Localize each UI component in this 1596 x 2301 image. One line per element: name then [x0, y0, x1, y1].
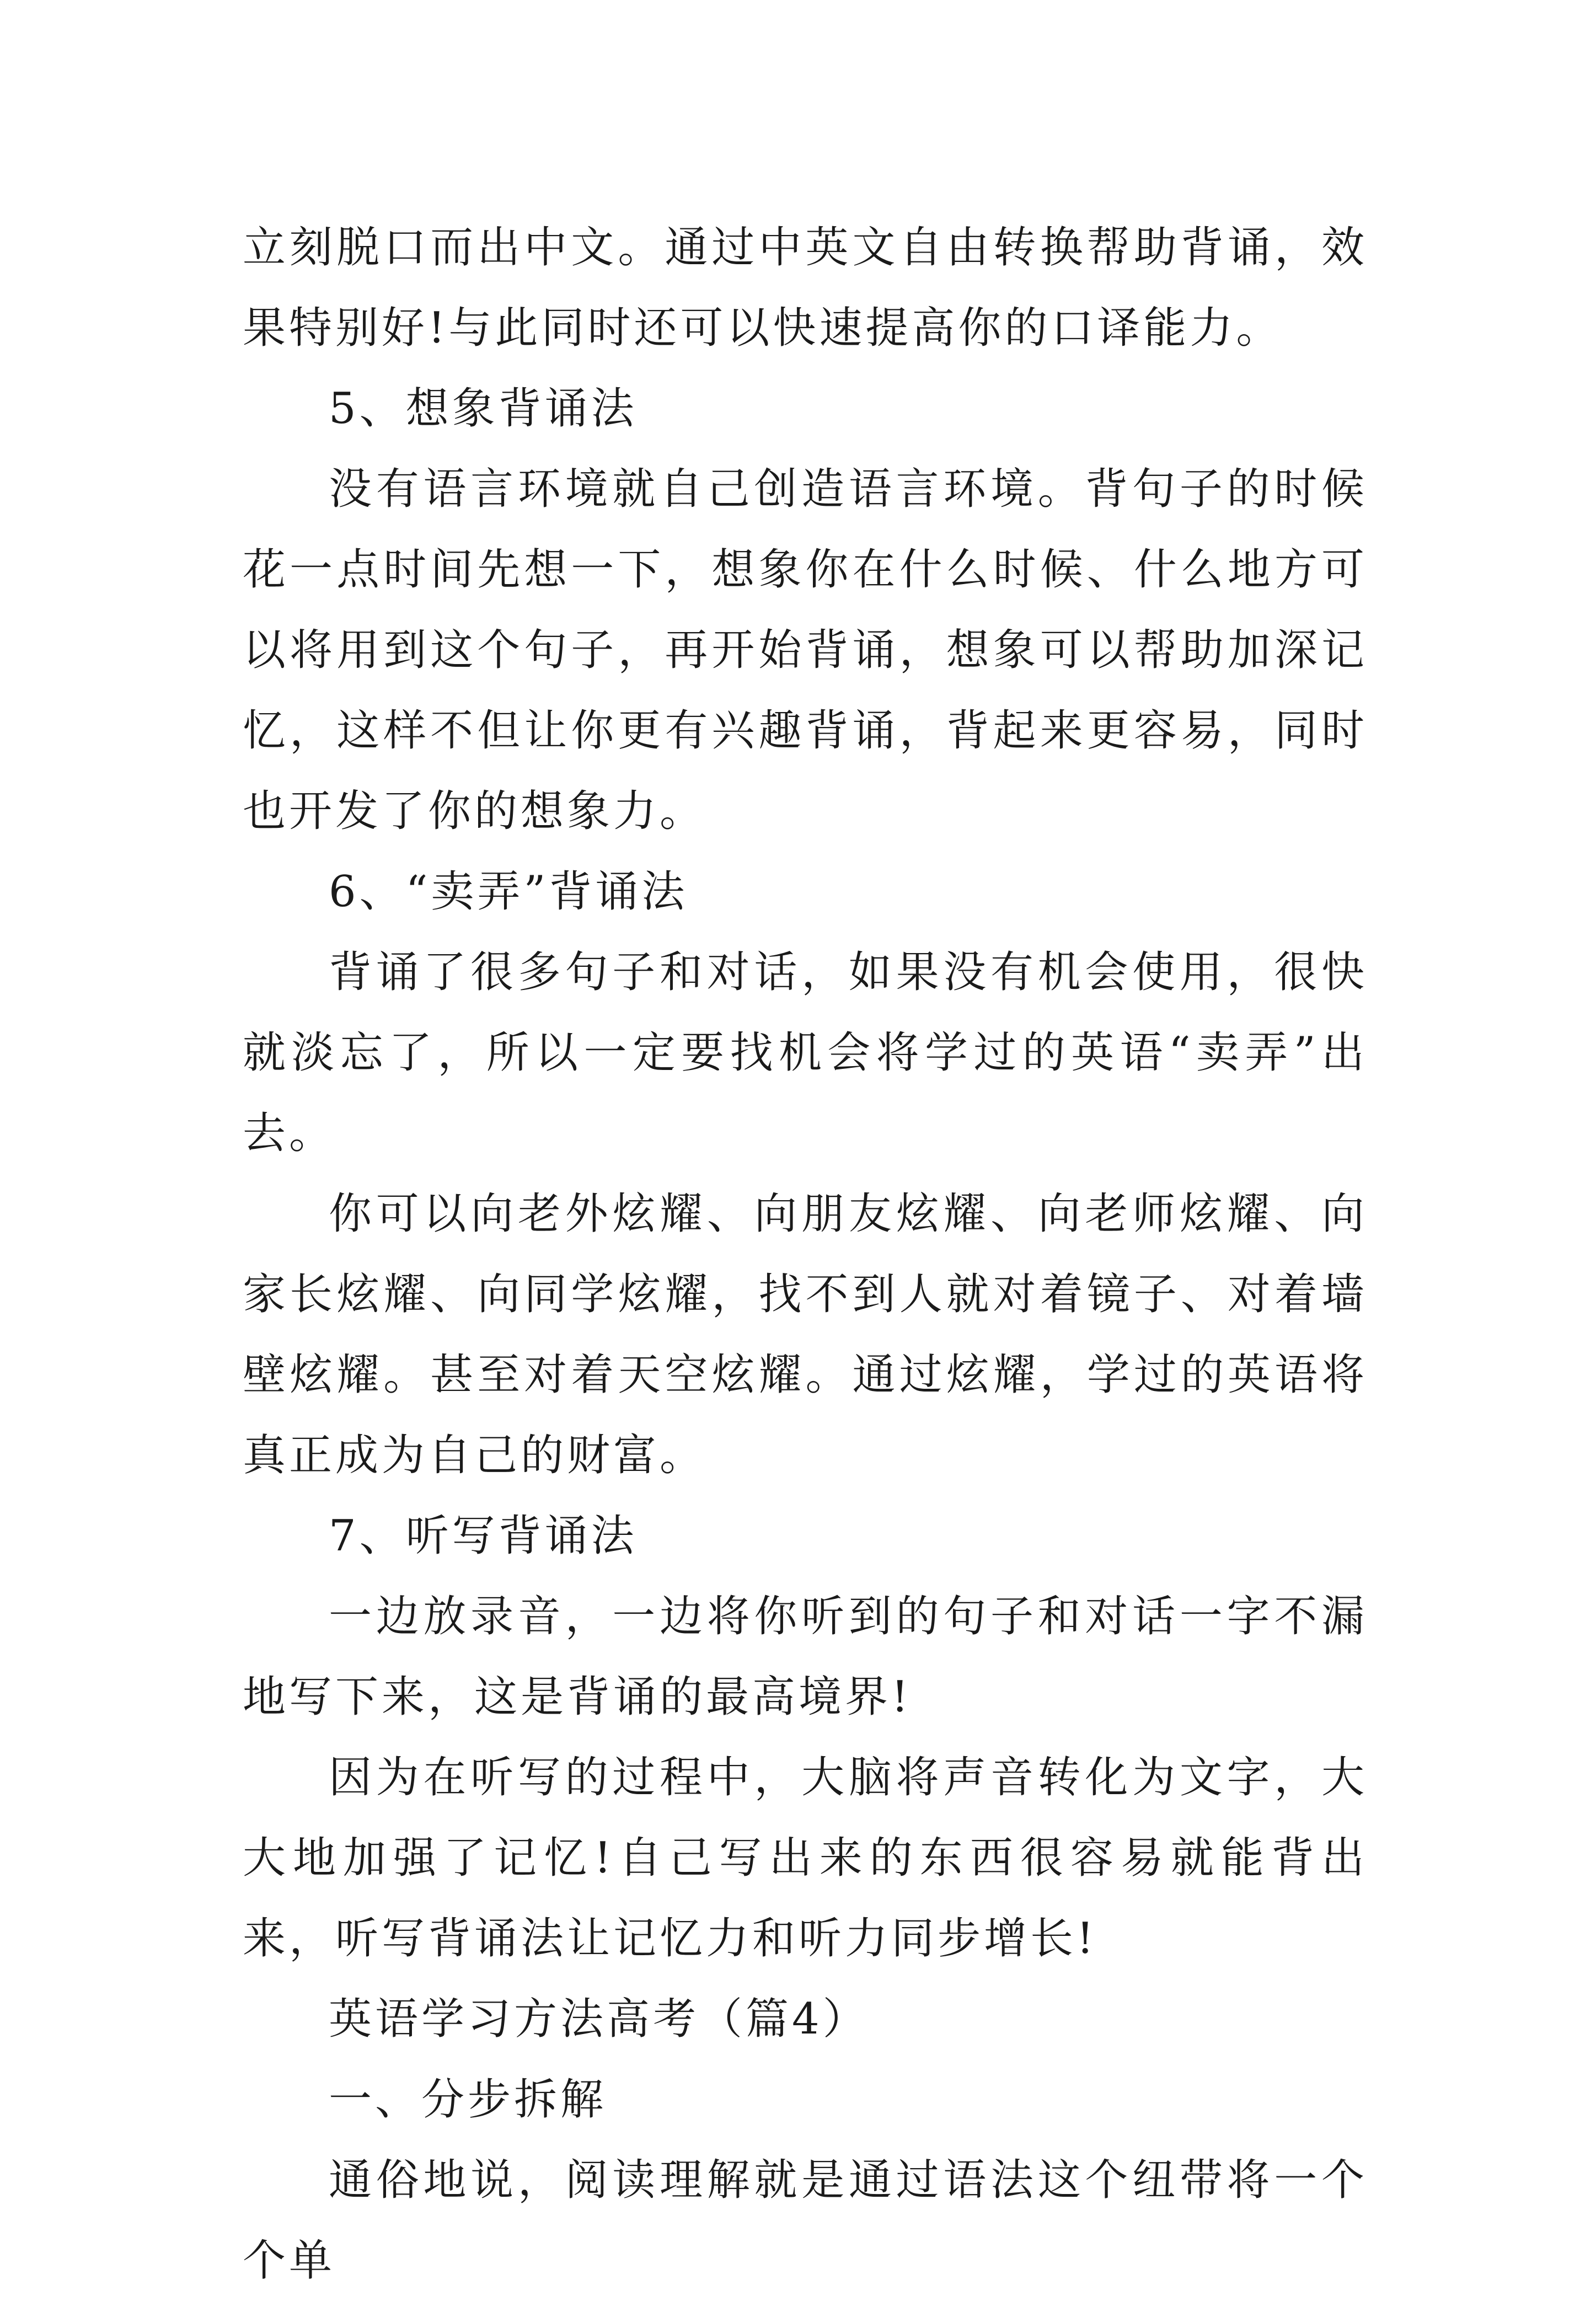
heading-imagination-method: 5、想象背诵法 [329, 384, 638, 434]
paragraph-dictation-intro: 一边放录音，一边将你听到的句子和对话一字不漏地写下来，这是背诵的最高境界! [243, 1592, 1368, 1722]
paragraph-oral-translation: 立刻脱口而出中文。通过中英文自由转换帮助背诵，效果特别好!与此同时还可以快速提高你的口译能力。 [243, 223, 1368, 353]
paragraph-reading-comprehension: 通俗地说，阅读理解就是通过语法这个纽带将一个个单 [243, 2155, 1368, 2286]
heading-step-breakdown: 一、分步拆解 [329, 2075, 607, 2125]
paragraph-showoff-detail: 你可以向老外炫耀、向朋友炫耀、向老师炫耀、向家长炫耀、向同学炫耀，找不到人就对着镜子、对着墙壁炫耀。甚至对着天空炫耀。通过炫耀，学过的英语将真正成为自己的财富。 [243, 1189, 1368, 1480]
heading-dictation-method: 7、听写背诵法 [329, 1511, 638, 1561]
paragraph-imagination: 没有语言环境就自己创造语言环境。背句子的时候花一点时间先想一下，想象你在什么时候、什么地方可以将用到这个句子，再开始背诵，想象可以帮助加深记忆，这样不但让你更有兴趣背诵，背起来更容易，同时也开发了你的想象力。 [243, 464, 1368, 836]
paragraph-dictation-detail: 因为在听写的过程中，大脑将声音转化为文字，大大地加强了记忆!自己写出来的东西很容易就能背出来，听写背诵法让记忆力和听力同步增长! [243, 1753, 1368, 1963]
document-body [243, 207, 1368, 2301]
heading-showoff-method: 6、“卖弄”背诵法 [329, 867, 688, 917]
heading-article-4: 英语学习方法高考（篇4） [329, 1994, 869, 2044]
paragraph-showoff-intro: 背诵了很多句子和对话，如果没有机会使用，很快就淡忘了，所以一定要找机会将学过的英语“卖弄”出去。 [243, 948, 1368, 1158]
